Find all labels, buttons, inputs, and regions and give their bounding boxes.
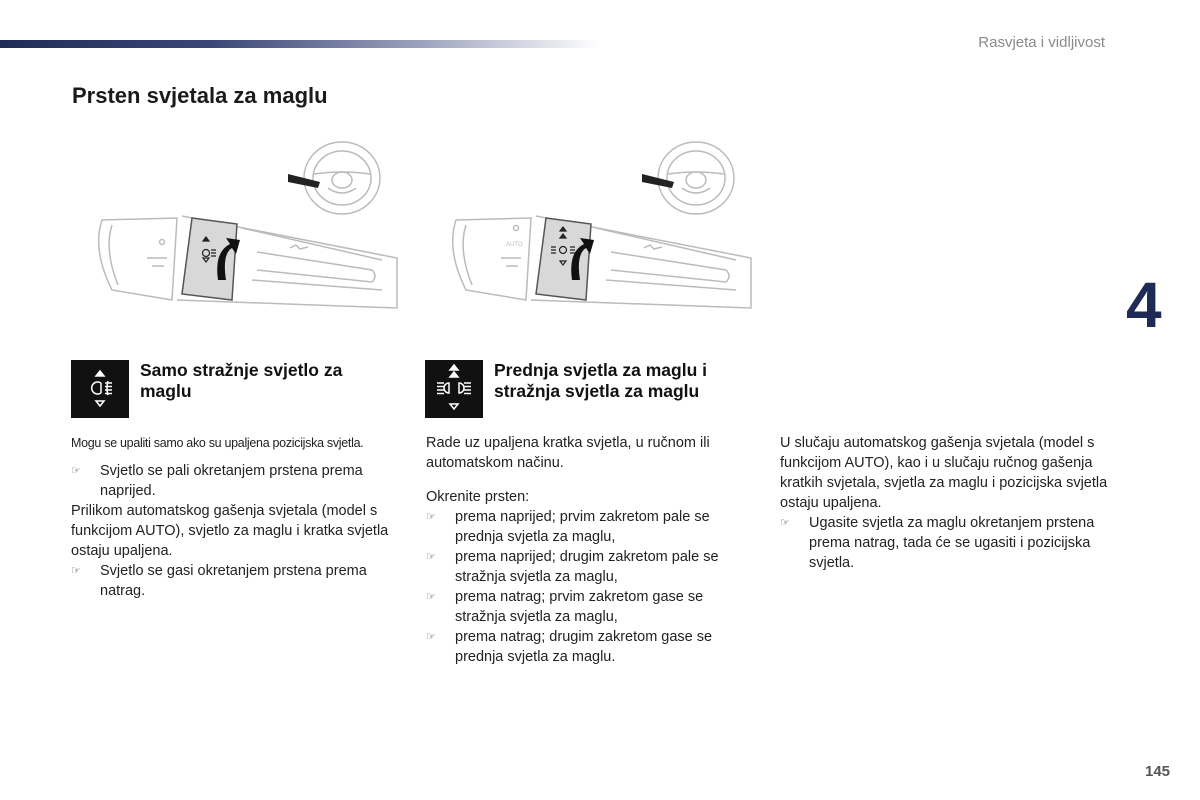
stalk-illustration-front-rear-fog	[446, 140, 756, 310]
chapter-number: 4	[1126, 269, 1162, 341]
list-item: ☞ Svjetlo se pali okretanjem prstena prema naprijed.	[71, 461, 401, 501]
column-front-rear-fog	[426, 433, 756, 667]
list-item: ☞ Ugasite svjetla za maglu okretanjem prstena prema natrag, tada će se ugasiti i pozicijska svjetla.	[780, 513, 1110, 573]
section-title: Rasvjeta i vidljivost	[978, 34, 1105, 51]
column-auto-off	[780, 433, 1110, 573]
list-item: ☞ prema natrag; drugim zakretom gase se prednja svjetla za maglu.	[426, 627, 756, 667]
page-title: Prsten svjetala za maglu	[72, 83, 328, 108]
stalk-illustration-rear-fog	[92, 140, 402, 310]
list-item: ☞ prema natrag; prvim zakretom gase se stražnja svjetla za maglu,	[426, 587, 756, 627]
list-item: ☞ prema naprijed; drugim zakretom pale se stražnja svjetla za maglu,	[426, 547, 756, 587]
paragraph: Okrenite prsten:	[426, 489, 530, 505]
column-rear-fog	[71, 433, 401, 601]
paragraph: Rade uz upaljena kratka svjetla, u ručnom ili automatskom načinu.	[426, 435, 710, 471]
note-text: Mogu se upaliti samo ako su upaljena pozicijska svjetla.	[71, 436, 364, 450]
page-number: 145	[1145, 763, 1171, 780]
auto-label: AUTO	[506, 242, 523, 248]
list-item: ☞ Svjetlo se gasi okretanjem prstena prema natrag.	[71, 561, 401, 601]
list-item: ☞ prema naprijed; prvim zakretom pale se prednja svjetla za maglu,	[426, 507, 756, 547]
front-rear-fog-light-icon	[425, 360, 483, 418]
paragraph: Prilikom automatskog gašenja svjetala (model s funkcijom AUTO), svjetlo za maglu i kratka svjetla ostaju upaljena.	[71, 503, 389, 559]
header-bar	[0, 40, 600, 48]
paragraph: U slučaju automatskog gašenja svjetala (model s funkcijom AUTO), kao i u slučaju ručnog gašenja kratkih svjetala, svjetla za maglu i pozicijska svjetla ostaju upaljena.	[780, 435, 1108, 511]
steering-wheel-icon	[304, 142, 380, 214]
section-heading-front-rear-fog: Prednja svjetla za maglu i stražnja svjetla za maglu	[494, 360, 707, 401]
section-heading-rear-fog: Samo stražnje svjetlo za maglu	[140, 360, 343, 401]
rear-fog-light-icon	[71, 360, 129, 418]
